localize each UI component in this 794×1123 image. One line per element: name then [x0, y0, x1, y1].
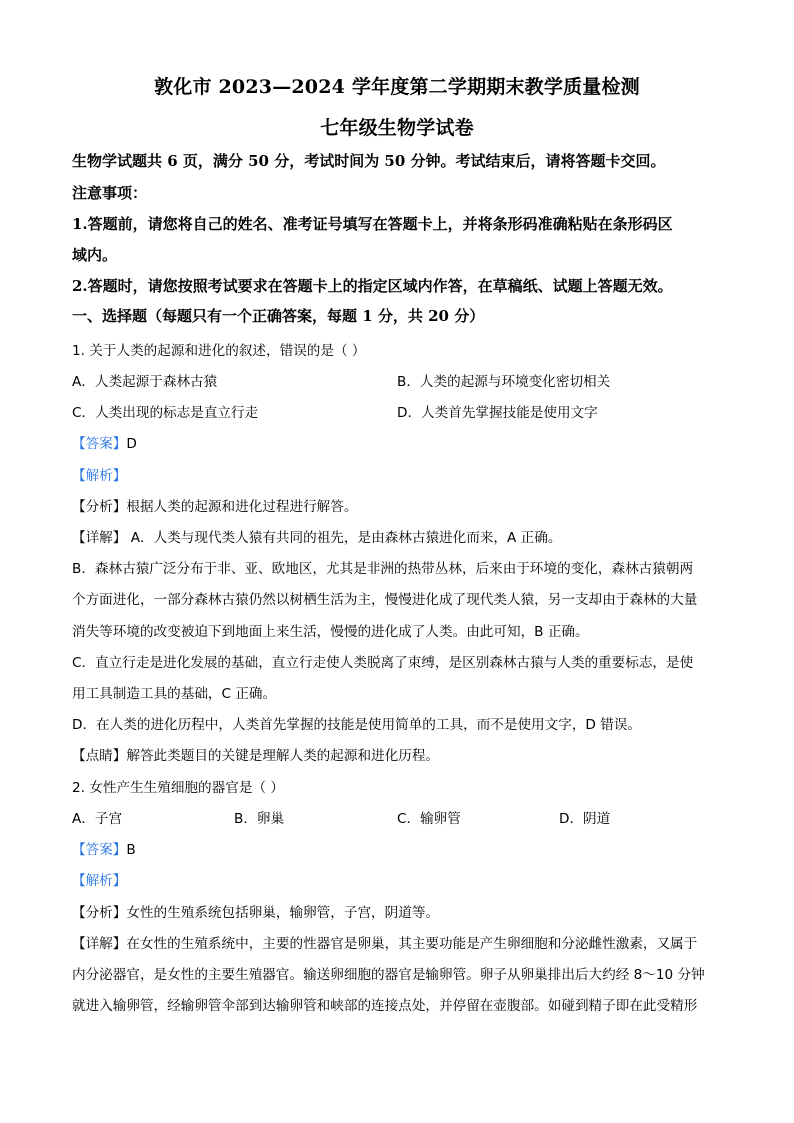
q2-stem: 2. 女性产生生殖细胞的器官是（ ） — [72, 780, 284, 796]
note-1-line-1: 1.答题前，请您将自己的姓名、准考证号填写在答题卡上，并将条形码准确粘贴在条形码区 — [72, 215, 673, 233]
q1-comment — [72, 744, 724, 764]
analysis-tag: 【解析】 — [72, 468, 127, 484]
q2-analysis-tag — [72, 869, 724, 889]
detail-text: 在女性的生殖系统中，主要的性器官是卵巢，其主要功能是产生卵细胞和分泌雌性激素，又属于 — [126, 936, 698, 952]
page-title: 敦化市 2023—2024 学年度第二学期期末教学质量检测 — [154, 76, 640, 98]
q1-answer — [72, 432, 724, 452]
q1-option-d: D．人类首先掌握技能是使用文字 — [397, 405, 598, 421]
note-2: 2.答题时，请您按照考试要求在答题卡上的指定区域内作答，在草稿纸、试题上答题无效。 — [72, 277, 673, 295]
fenxi-text: 女性的生殖系统包括卵巢，输卵管，子宫，阴道等。 — [126, 905, 440, 921]
comment-text: 解答此类题目的关键是理解人类的起源和进化历程。 — [126, 748, 440, 764]
answer-tag: 【答案】 — [72, 842, 127, 858]
q1-stem: 1. 关于人类的起源和进化的叙述，错误的是（ ） — [72, 343, 366, 359]
detail-text: A．人类与现代类人猿有共同的祖先，是由森林古猿进化而来，A 正确。 — [126, 530, 562, 546]
q1-detail-b-2: 个方面进化，一部分森林古猿仍然以树栖生活为主，慢慢进化成了现代类人猿，另一支却由于森林的大量 — [72, 592, 698, 608]
fenxi-tag: 【分析】 — [72, 499, 127, 515]
q2-option-b: B．卵巢 — [234, 811, 285, 827]
exam-info: 生物学试题共 6 页，满分 50 分，考试时间为 50 分钟。考试结束后，请将答题卡交回。 — [72, 152, 666, 170]
q1-analysis-tag — [72, 464, 724, 484]
q1-detail-a — [72, 526, 724, 546]
analysis-tag: 【解析】 — [72, 873, 127, 889]
q2-fenxi — [72, 901, 724, 921]
q2-detail-3: 就进入输卵管，经输卵管伞部到达输卵管和峡部的连接点处，并停留在壶腹部。如碰到精子即在此受精形 — [72, 998, 698, 1014]
q2-option-d: D．阴道 — [559, 811, 611, 827]
q1-detail-b-3: 消失等环境的改变被迫下到地面上来生活，慢慢的进化成了人类。由此可知，B 正确。 — [72, 624, 589, 640]
q1-option-c: C．人类出现的标志是直立行走 — [72, 405, 259, 421]
q1-detail-c-1: C．直立行走是进化发展的基础，直立行走使人类脱离了束缚，是区别森林古猿与人类的重要标志，是使 — [72, 655, 694, 671]
answer-value: B — [126, 842, 136, 858]
page-subtitle: 七年级生物学试卷 — [320, 117, 474, 139]
section-heading: 一、选择题（每题只有一个正确答案，每题 1 分，共 20 分） — [72, 307, 485, 325]
q1-detail-b-1: B．森林古猿广泛分布于非、亚、欧地区，尤其是非洲的热带丛林，后来由于环境的变化，森林古猿朝两 — [72, 561, 694, 577]
q1-detail-c-2: 用工具制造工具的基础，C 正确。 — [72, 686, 277, 702]
q1-detail-d: D．在人类的进化历程中，人类首先掌握的技能是使用简单的工具，而不是使用文字，D 错误。 — [72, 717, 642, 733]
q1-fenxi — [72, 495, 724, 515]
answer-value: D — [126, 436, 137, 452]
note-1-line-2: 域内。 — [72, 246, 118, 264]
notes-heading: 注意事项： — [72, 184, 148, 202]
comment-tag: 【点睛】 — [72, 748, 127, 764]
fenxi-text: 根据人类的起源和进化过程进行解答。 — [126, 499, 358, 515]
q1-option-b: B．人类的起源与环境变化密切相关 — [397, 374, 611, 390]
detail-tag: 【详解】 — [72, 936, 127, 952]
fenxi-tag: 【分析】 — [72, 905, 127, 921]
q2-option-a: A．子宫 — [72, 811, 123, 827]
detail-tag: 【详解】 — [72, 530, 127, 546]
q2-detail-2: 内分泌器官，是女性的主要生殖器官。输送卵细胞的器官是输卵管。卵子从卵巢排出后大约经 8～10 分钟 — [72, 967, 705, 983]
q2-answer — [72, 838, 724, 858]
q2-option-c: C．输卵管 — [397, 811, 461, 827]
q2-detail-1 — [72, 932, 724, 952]
q1-option-a: A．人类起源于森林古猿 — [72, 374, 218, 390]
answer-tag: 【答案】 — [72, 436, 127, 452]
